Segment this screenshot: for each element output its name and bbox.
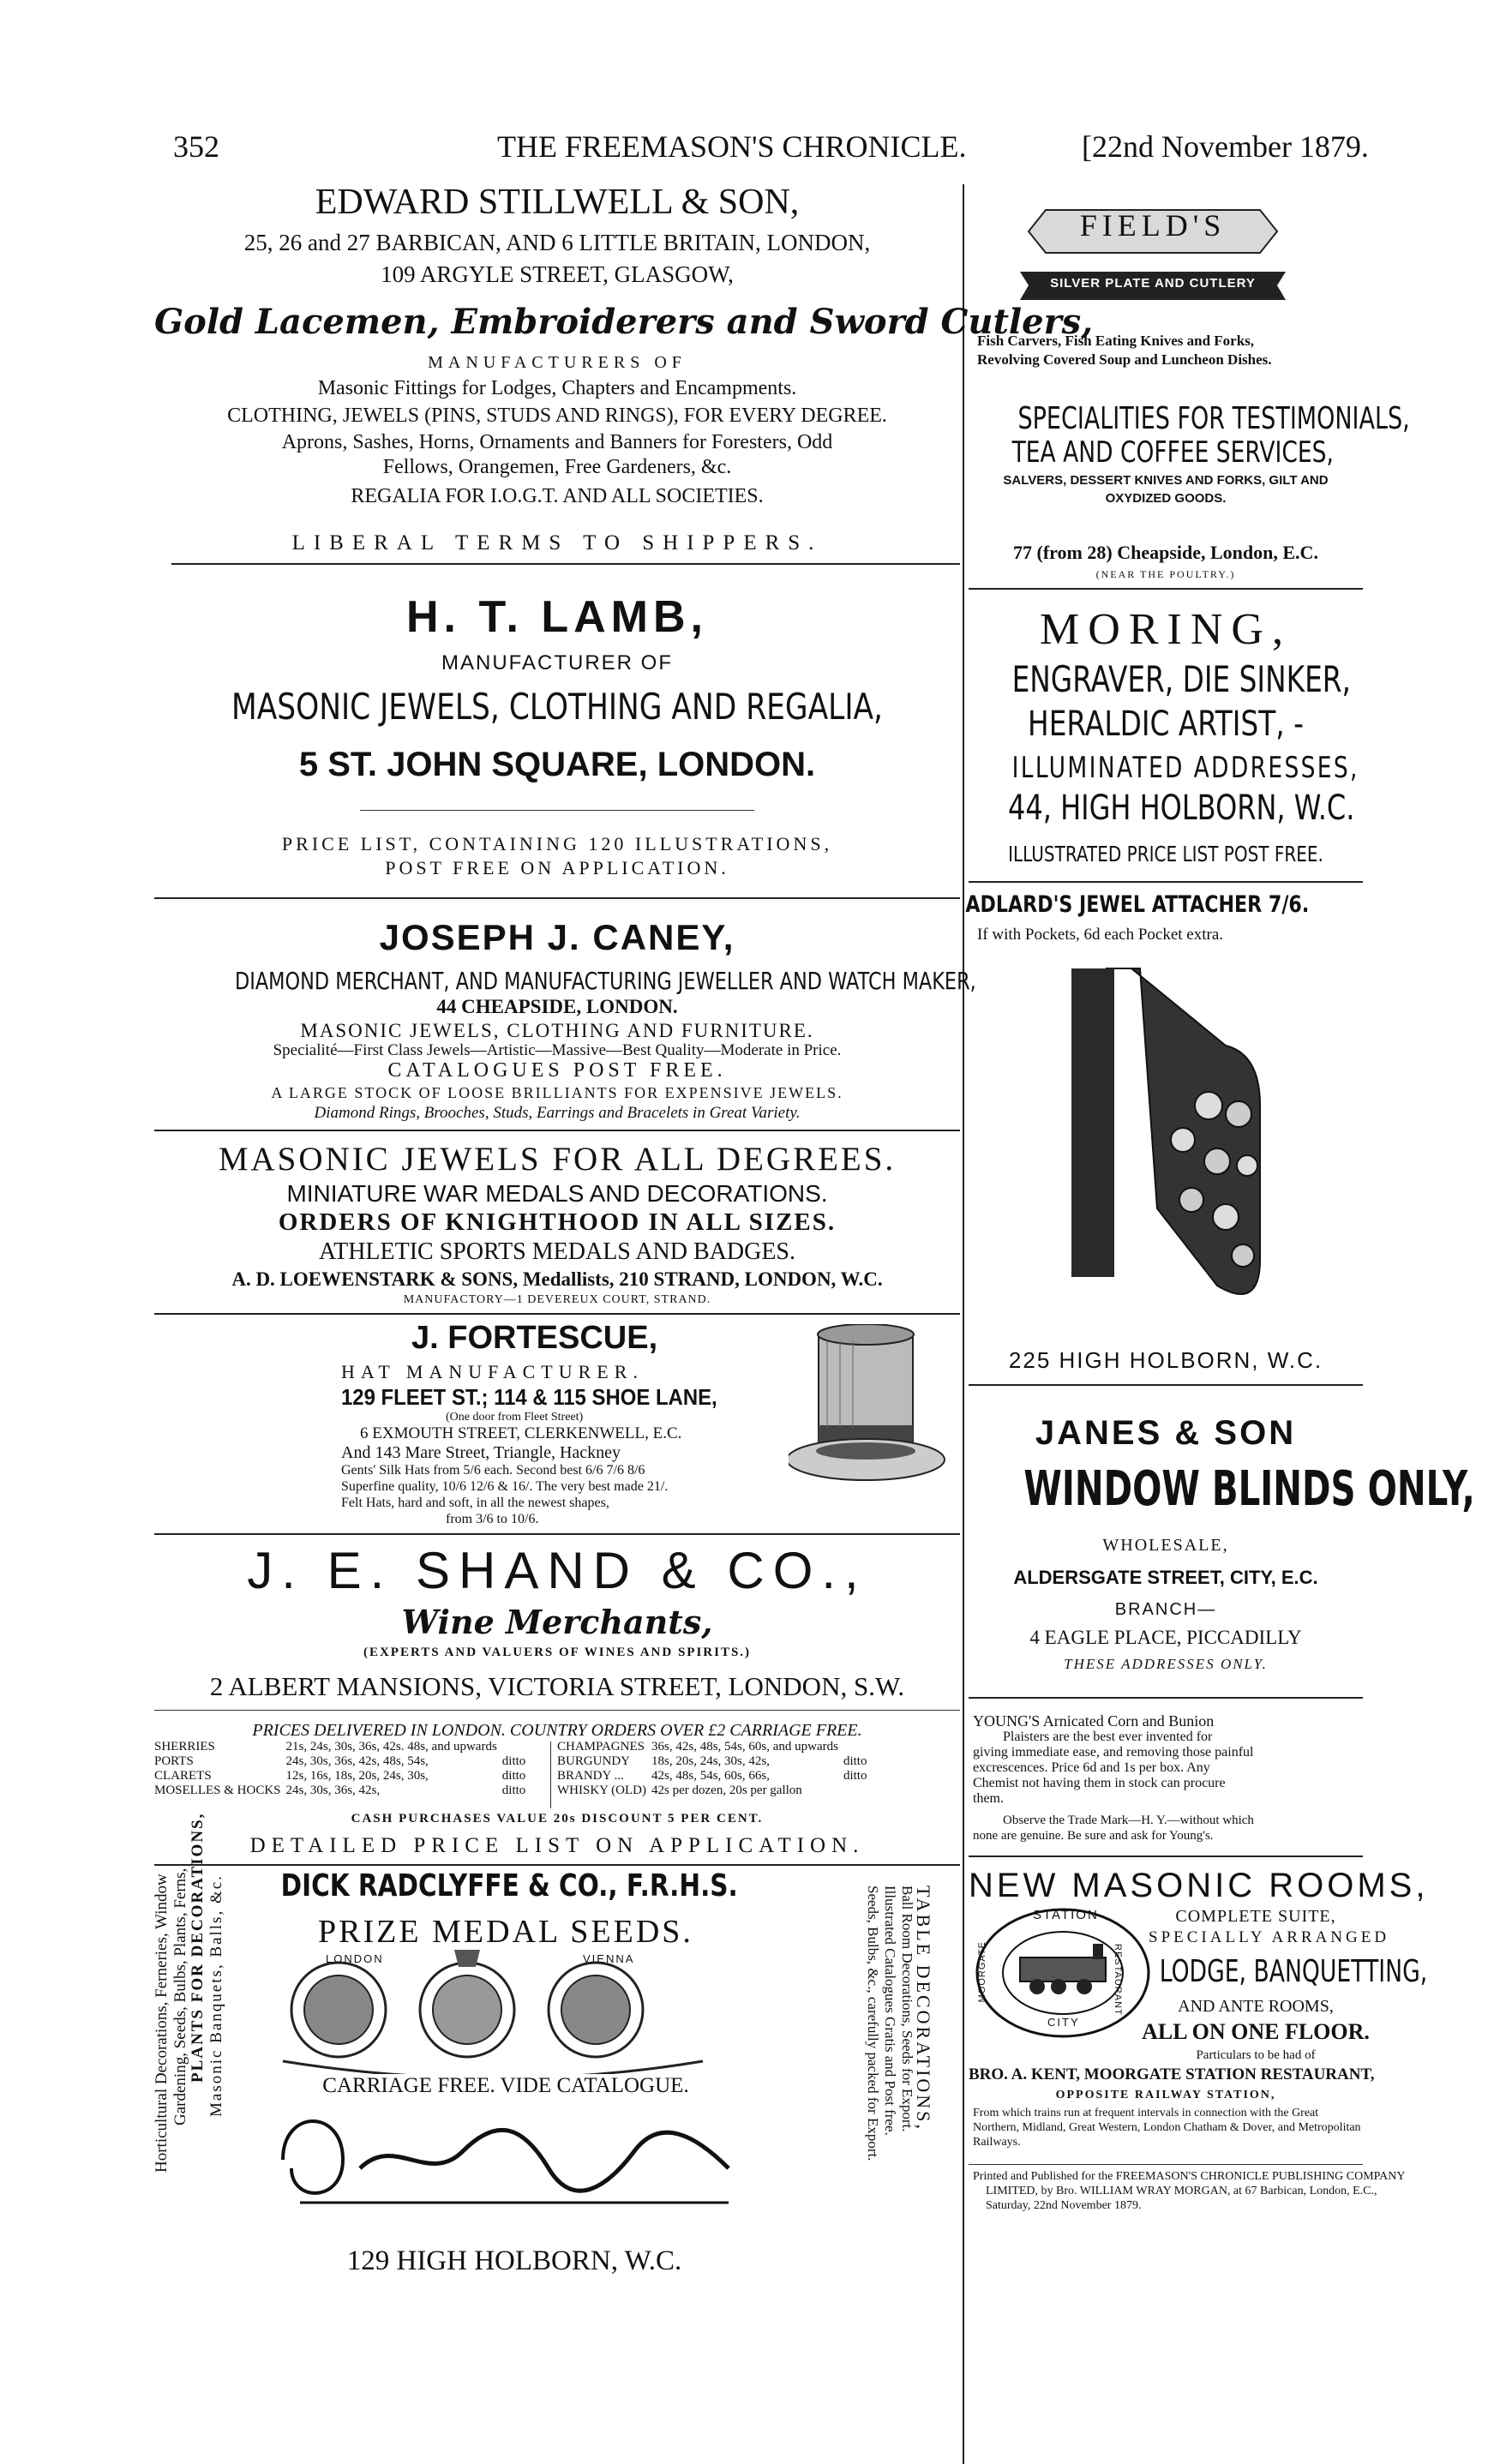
caney-trade: DIAMOND MERCHANT, AND MANUFACTURING JEWELLER AND WATCH MAKER,: [235, 967, 976, 995]
seal-city: CITY: [1047, 2016, 1080, 2029]
table-cell: 42s, 48s, 54s, 60s, 66s,: [651, 1769, 770, 1783]
rule: [154, 897, 960, 899]
loewenstark-line-2: ORDERS OF KNIGHTHOOD IN ALL SIZES.: [278, 1208, 837, 1236]
rooms-trains-2: Northern, Midland, Great Western, London Chatham & Dover, and Metropolitan: [973, 2121, 1361, 2134]
imprint-line-2: LIMITED, by Bro. WILLIAM WRAY MORGAN, at 67 Barbican, London, E.C.,: [986, 2185, 1377, 2197]
loewenstark-line-3: ATHLETIC SPORTS MEDALS AND BADGES.: [318, 1238, 796, 1265]
rule: [969, 1384, 1363, 1386]
rooms-complete: COMPLETE SUITE,: [1175, 1907, 1336, 1926]
fields-address: 77 (from 28) Cheapside, London, E.C.: [1013, 542, 1318, 563]
table-row: [154, 1740, 531, 1754]
young-text-4: excrescences. Price 6d and 1s per box. Any: [973, 1760, 1210, 1775]
fortescue-name: J. FORTESCUE,: [411, 1320, 658, 1356]
fortescue-door: (One door from Fleet Street): [446, 1411, 584, 1424]
stillwell-manufacturers: MANUFACTURERS OF: [428, 353, 687, 372]
fields-name: FIELD'S: [1079, 208, 1227, 243]
young-text-8: none are genuine. Be sure and ask for Young's.: [973, 1829, 1214, 1843]
moring-line-5: ILLUSTRATED PRICE LIST POST FREE.: [1008, 842, 1323, 866]
fields-revolving: Revolving Covered Soup and Luncheon Dishes.: [977, 351, 1272, 368]
fortescue-felt: Felt Hats, hard and soft, in all the newest shapes,: [341, 1496, 609, 1510]
radclyffe-right-text-4: Seeds, Bulbs, &c., carefully packed for Export.: [865, 1885, 881, 2161]
janes-blinds: WINDOW BLINDS ONLY,: [1023, 1461, 1475, 1517]
moring-line-1: ENGRAVER, DIE SINKER,: [1011, 658, 1351, 700]
janes-aldersgate: ALDERSGATE STREET, CITY, E.C.: [1013, 1567, 1318, 1588]
stillwell-regalia: REGALIA FOR I.O.G.T. AND ALL SOCIETIES.: [351, 485, 764, 507]
table-row: [557, 1754, 872, 1769]
seal-moorgate: MOORGATE: [977, 1941, 987, 2003]
lamb-goods: MASONIC JEWELS, CLOTHING AND REGALIA,: [231, 686, 884, 728]
stillwell-name: EDWARD STILLWELL & SON,: [315, 183, 800, 222]
radclyffe-side-text-4: Masonic Banquets, Balls, &c.: [207, 1874, 225, 2117]
caney-name: JOSEPH J. CANEY,: [379, 917, 735, 957]
table-cell: SHERRIES: [154, 1740, 215, 1754]
column-divider: [963, 184, 964, 2464]
adlard-title: ADLARD'S JEWEL ATTACHER 7/6.: [965, 891, 1310, 918]
rule: [969, 881, 1363, 883]
loewenstark-line-4: A. D. LOEWENSTARK & SONS, Medallists, 210 STRAND, LONDON, W.C.: [231, 1268, 883, 1290]
masthead-title: THE FREEMASON'S CHRONICLE.: [497, 129, 967, 164]
caney-diamond: Diamond Rings, Brooches, Studs, Earrings and Bracelets in Great Variety.: [314, 1104, 801, 1122]
young-text-1: YOUNG'S Arnicated Corn and Bunion: [973, 1712, 1215, 1730]
table-cell: 18s, 20s, 24s, 30s, 42s,: [651, 1754, 770, 1768]
table-cell: BURGUNDY: [557, 1754, 631, 1768]
moring-line-2: HERALDIC ARTIST, -: [1028, 704, 1304, 744]
table-cell: ditto: [501, 1754, 526, 1768]
janes-eagle: 4 EAGLE PLACE, PICCADILLY: [1029, 1627, 1302, 1648]
adlard-address: 225 HIGH HOLBORN, W.C.: [1008, 1347, 1323, 1373]
lamb-price-list: PRICE LIST, CONTAINING 120 ILLUSTRATIONS,: [281, 833, 833, 854]
young-text-5: Chemist not having them in stock can procure: [973, 1776, 1226, 1790]
loewenstark-line-5: MANUFACTORY—1 DEVEREUX COURT, STRAND.: [403, 1293, 711, 1306]
table-cell: ditto: [501, 1784, 526, 1797]
table-row: [557, 1784, 872, 1798]
rule: [171, 563, 960, 565]
shand-trade: Wine Merchants,: [401, 1603, 713, 1641]
table-cell: 36s, 42s, 48s, 54s, 60s, and upwards: [651, 1740, 838, 1754]
table-row: [557, 1769, 872, 1784]
imprint-line-1: Printed and Published for the FREEMASON'S CHRONICLE PUBLISHING COMPANY: [973, 2170, 1406, 2183]
table-cell: 12s, 16s, 18s, 20s, 24s, 30s,: [285, 1769, 429, 1783]
rule: [969, 2164, 1363, 2165]
young-text-3: giving immediate ease, and removing those painful: [973, 1745, 1254, 1760]
shand-name: J. E. SHAND & CO.,: [247, 1542, 867, 1599]
stillwell-trades: Gold Lacemen, Embroiderers and Sword Cutlers,: [154, 302, 1094, 342]
caney-masonic: MASONIC JEWELS, CLOTHING AND FURNITURE.: [300, 1020, 814, 1041]
table-cell: CLARETS: [154, 1769, 212, 1783]
rule: [969, 588, 1363, 590]
radclyffe-side-text-3: PLANTS FOR DECORATIONS,: [189, 1812, 207, 2083]
radclyffe-carriage: CARRIAGE FREE. VIDE CATALOGUE.: [283, 2074, 729, 2098]
young-text-2: Plaisters are the best ever invented for: [1003, 1730, 1213, 1744]
rooms-opposite: OPPOSITE RAILWAY STATION,: [1055, 2089, 1276, 2101]
rooms-particulars: Particulars to be had of: [1196, 2048, 1316, 2062]
rooms-ante: AND ANTE ROOMS,: [1178, 1997, 1334, 2016]
caney-speciality: Specialité—First Class Jewels—Artistic—Massive—Best Quality—Moderate in Price.: [273, 1041, 842, 1059]
fortescue-mare: And 143 Mare Street, Triangle, Hackney: [341, 1443, 621, 1462]
rooms-title: NEW MASONIC ROOMS,: [969, 1867, 1429, 1904]
radclyffe-right-text-1: TABLE DECORATIONS,: [913, 1885, 934, 2131]
table-cell: MOSELLES & HOCKS: [154, 1784, 281, 1797]
table-cell: CHAMPAGNES: [557, 1740, 645, 1754]
table-cell: ditto: [501, 1769, 526, 1783]
fields-tea: TEA AND COFFEE SERVICES,: [1011, 435, 1334, 470]
young-text-6: them.: [973, 1791, 1004, 1806]
rule: [969, 1697, 1363, 1699]
imprint-line-3: Saturday, 22nd November 1879.: [986, 2199, 1142, 2212]
table-row: [154, 1754, 531, 1769]
fields-banner: SILVER PLATE AND CUTLERY: [1050, 276, 1256, 291]
moring-line-4: 44, HIGH HOLBORN, W.C.: [1008, 788, 1355, 828]
rule: [154, 1710, 960, 1711]
fortescue-trade: HAT MANUFACTURER.: [341, 1361, 644, 1382]
fields-specialities: SPECIALITIES FOR TESTIMONIALS,: [1017, 401, 1410, 436]
table-cell: 24s, 30s, 36s, 42s,: [285, 1784, 381, 1797]
shand-price-table-right: [557, 1740, 872, 1798]
fortescue-gents: Gents' Silk Hats from 5/6 each. Second best 6/6 7/6 8/6: [341, 1463, 645, 1478]
table-row: [154, 1784, 531, 1798]
table-cell: BRANDY ...: [557, 1769, 624, 1783]
fortescue-address: 129 FLEET ST.; 114 & 115 SHOE LANE,: [341, 1384, 717, 1410]
fortescue-superfine: Superfine quality, 10/6 12/6 & 16/. The very best made 21/.: [341, 1479, 669, 1494]
table-cell: 42s per dozen, 20s per gallon: [651, 1784, 802, 1797]
fields-near: (NEAR THE POULTRY.): [1095, 568, 1236, 580]
stillwell-fellows: Fellows, Orangemen, Free Gardeners, &c.: [382, 456, 732, 478]
radclyffe-right-text-2: Ball Room Decorations, Seeds for Export.: [899, 1885, 915, 2132]
rule: [969, 1855, 1363, 1857]
radclyffe-address: 129 HIGH HOLBORN, W.C.: [346, 2245, 682, 2276]
radclyffe-prize: PRIZE MEDAL SEEDS.: [318, 1914, 693, 1950]
rule: [154, 1864, 960, 1866]
signature-scroll-illustration: [266, 2100, 746, 2211]
rule: [154, 1130, 960, 1131]
table-cell: PORTS: [154, 1754, 194, 1768]
right-column: [965, 0, 1475, 2455]
stillwell-fittings: Masonic Fittings for Lodges, Chapters and Encampments.: [317, 377, 797, 399]
janes-these: THESE ADDRESSES ONLY.: [1064, 1656, 1268, 1672]
rooms-kent: BRO. A. KENT, MOORGATE STATION RESTAURANT,: [969, 2065, 1375, 2083]
radclyffe-london: LONDON: [326, 1952, 384, 1965]
fields-fish: Fish Carvers, Fish Eating Knives and Forks,: [977, 333, 1255, 349]
shand-prices: PRICES DELIVERED IN LONDON. COUNTRY ORDERS OVER £2 CARRIAGE FREE.: [252, 1721, 862, 1740]
table-row: [557, 1740, 872, 1754]
table-divider: [550, 1742, 551, 1808]
issue-date: [22nd November 1879.: [1082, 129, 1369, 164]
radclyffe-name: DICK RADCLYFFE & CO., F.R.H.S.: [280, 1868, 738, 1903]
rooms-lodge: LODGE, BANQUETTING,: [1159, 1954, 1428, 1989]
stillwell-terms: LIBERAL TERMS TO SHIPPERS.: [291, 531, 823, 555]
young-text-7: Observe the Trade Mark—H. Y.—without which: [1003, 1814, 1254, 1827]
table-cell: ditto: [843, 1754, 867, 1768]
caney-catalogues: CATALOGUES POST FREE.: [387, 1059, 727, 1082]
stillwell-address-2: 109 ARGYLE STREET, GLASGOW,: [381, 261, 734, 287]
seal-station: STATION: [1033, 1908, 1099, 1922]
table-cell: 21s, 24s, 30s, 36s, 42s. 48s, and upwards: [285, 1740, 497, 1754]
lamb-name: H. T. LAMB,: [406, 592, 708, 642]
shand-price-table-left: [154, 1740, 531, 1798]
janes-name: JANES & SON: [1035, 1414, 1297, 1452]
loewenstark-line-1: MINIATURE WAR MEDALS AND DECORATIONS.: [286, 1180, 828, 1207]
seal-restaurant: RESTAURANT: [1113, 1944, 1123, 2016]
radclyffe-vienna: VIENNA: [583, 1952, 635, 1965]
shand-experts: (EXPERTS AND VALUERS OF WINES AND SPIRITS.): [363, 1646, 752, 1659]
jewel-attacher-illustration: [1063, 951, 1269, 1311]
janes-wholesale: WHOLESALE,: [1102, 1536, 1229, 1555]
stillwell-aprons: Aprons, Sashes, Horns, Ornaments and Banners for Foresters, Odd: [281, 431, 833, 453]
fields-oxydized: OXYDIZED GOODS.: [1105, 491, 1227, 506]
table-cell: ditto: [843, 1769, 867, 1783]
shand-cash: CASH PURCHASES VALUE 20s DISCOUNT 5 PER CENT.: [351, 1812, 764, 1826]
rooms-trains-1: From which trains run at frequent intervals in connection with the Great: [973, 2107, 1319, 2119]
rooms-floor: ALL ON ONE FLOOR.: [1142, 2019, 1370, 2044]
radclyffe-side-text-1: Horticultural Decorations, Ferneries, Window: [153, 1873, 171, 2173]
fields-salvers: SALVERS, DESSERT KNIVES AND FORKS, GILT AND: [1003, 473, 1329, 488]
rule: [154, 1533, 960, 1535]
janes-branch: BRANCH—: [1114, 1600, 1217, 1619]
moring-name: MORING,: [1040, 605, 1292, 654]
rooms-trains-3: Railways.: [973, 2136, 1021, 2149]
stillwell-address-1: 25, 26 and 27 BARBICAN, AND 6 LITTLE BRITAIN, LONDON,: [243, 230, 871, 255]
shand-detailed: DETAILED PRICE LIST ON APPLICATION.: [249, 1834, 865, 1857]
fortescue-from: from 3/6 to 10/6.: [446, 1512, 539, 1526]
shand-address: 2 ALBERT MANSIONS, VICTORIA STREET, LONDON, S.W.: [209, 1671, 905, 1701]
moring-line-3: ILLUMINATED ADDRESSES,: [1011, 751, 1359, 785]
loewenstark-title: MASONIC JEWELS FOR ALL DEGREES.: [218, 1141, 897, 1178]
caney-stock: A LARGE STOCK OF LOOSE BRILLIANTS FOR EXPENSIVE JEWELS.: [271, 1084, 843, 1101]
rule: [360, 810, 754, 811]
lamb-manufacturer-of: MANUFACTURER OF: [441, 651, 673, 674]
fortescue-exmouth: 6 EXMOUTH STREET, CLERKENWELL, E.C.: [360, 1424, 682, 1442]
caney-address: 44 CHEAPSIDE, LONDON.: [436, 996, 678, 1017]
table-cell: 24s, 30s, 36s, 42s, 48s, 54s,: [285, 1754, 429, 1768]
radclyffe-side-text-2: Gardening, Seeds, Bulbs, Plants, Ferns,: [171, 1867, 189, 2125]
rule: [154, 1313, 960, 1315]
page-number: 352: [173, 129, 219, 164]
radclyffe-right-text-3: Illustrated Catalogues Gratis and Post free.: [882, 1885, 898, 2136]
top-hat-illustration: [789, 1324, 951, 1496]
stillwell-clothing: CLOTHING, JEWELS (PINS, STUDS AND RINGS), FOR EVERY DEGREE.: [227, 405, 887, 427]
lamb-post-free: POST FREE ON APPLICATION.: [385, 857, 729, 878]
rooms-specially: SPECIALLY ARRANGED: [1149, 1928, 1390, 1946]
lamb-address: 5 ST. JOHN SQUARE, LONDON.: [298, 746, 816, 783]
table-cell: WHISKY (OLD): [557, 1784, 647, 1797]
adlard-sub: If with Pockets, 6d each Pocket extra.: [977, 926, 1224, 944]
table-row: [154, 1769, 531, 1784]
